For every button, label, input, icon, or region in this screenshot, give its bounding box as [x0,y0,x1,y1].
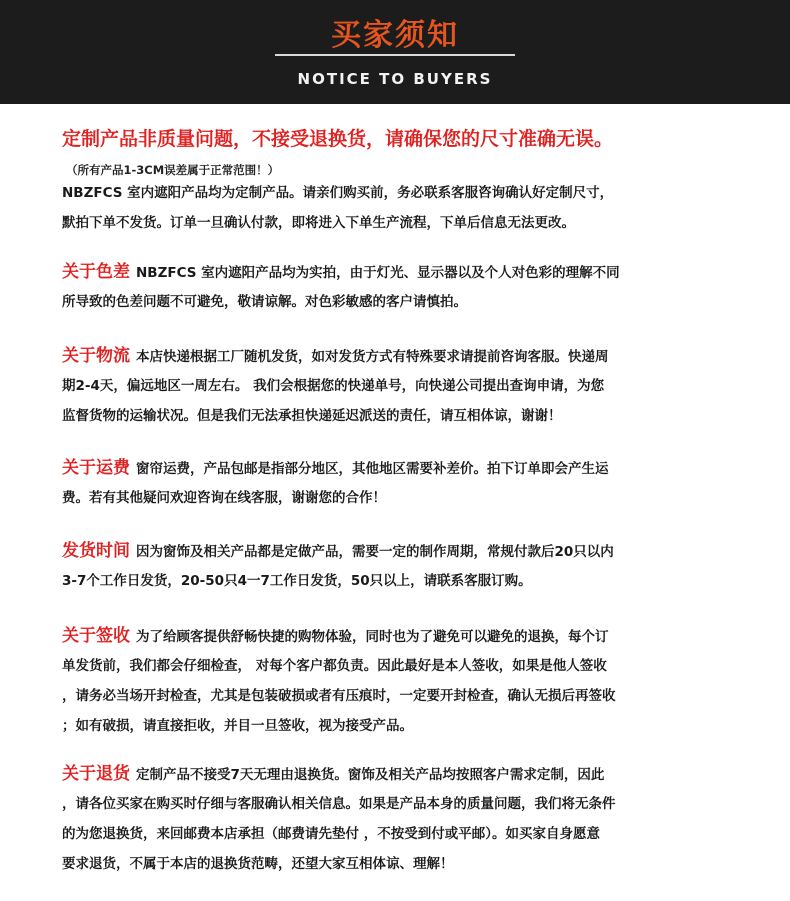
section-line: 监督货物的运输状况。但是我们无法承担快递延迟派送的责任，请互相体谅，谢谢！ [62,408,562,424]
header-title-cn: 买家须知 [331,18,459,53]
section-shipping-fee [62,453,762,513]
intro-note: （所有产品1-3CM误差属于正常范围！） [66,163,280,177]
section-line: 窗帘运费，产品包邮是指部分地区，其他地区需要补差价。拍下订单即会产生运 [136,461,609,477]
section-line: ，请务必当场开封检查，尤其是包装破损或者有压痕时，一定要开封检查，确认无损后再签收 [62,688,616,704]
section-line: 定制产品不接受7天无理由退换货。窗饰及相关产品均按照客户需求定制，因此 [136,767,605,783]
intro-line: 默拍下单不发货。订单一旦确认付款，即将进入下单生产流程，下单后信息无法更改。 [62,215,575,231]
section-signing [62,621,762,741]
section-color-difference [62,257,762,317]
section-line: NBZFCS 室内遮阳产品均为实拍，由于灯光、显示器以及个人对色彩的理解不同 [136,265,620,281]
section-line: 为了给顾客提供舒畅快捷的购物体验，同时也为了避免可以避免的退换，每个订 [136,629,609,645]
section-title: 关于物流 [62,346,130,366]
header-title-en: NOTICE TO BUYERS [297,70,493,88]
section-title: 发货时间 [62,541,130,561]
section-returns [62,759,762,879]
section-delivery-time [62,536,762,596]
section-title: 关于运费 [62,458,130,478]
intro-lead: 定制产品非质量问题，不接受退换货，请确保您的尺寸准确无误。 [62,128,614,150]
section-title: 关于退货 [62,764,130,784]
section-line: 单发货前，我们都会仔细检查， 对每个客户都负责。因此最好是本人签收，如果是他人签收 [62,658,607,674]
section-line: 的为您退换货，来回邮费本店承担（邮费请先垫付 ，不按受到付或平邮）。如买家自身愿意 [62,826,600,842]
notice-header [0,0,790,104]
section-line: 3-7个工作日发货，20-50只4一7工作日发货，50只以上，请联系客服订购。 [62,573,532,589]
section-title: 关于签收 [62,626,130,646]
section-line: 要求退货，不属于本店的退换货范畴，还望大家互相体谅、理解！ [62,856,454,872]
section-line: ；如有破损，请直接拒收，并目一旦签收，视为接受产品。 [62,718,413,734]
section-line: 本店快递根据工厂随机发货，如对发货方式有特殊要求请提前咨询客服。快递周 [136,349,609,365]
section-title: 关于色差 [62,262,130,282]
header-divider [275,54,515,56]
section-line: ，请各位买家在购买时仔细与客服确认相关信息。如果是产品本身的质量问题，我们将无条件 [62,796,616,812]
intro-line: NBZFCS 室内遮阳产品均为定制产品。请亲们购买前，务必联系客服咨询确认好定制尺寸， [62,185,614,201]
intro-paragraph [62,178,762,238]
section-line: 所导致的色差问题不可避免，敬请谅解。对色彩敏感的客户请慎拍。 [62,294,467,310]
section-line: 因为窗饰及相关产品都是定做产品，需要一定的制作周期，常规付款后20只以内 [136,544,614,560]
section-logistics [62,341,762,431]
section-line: 期2-4天，偏远地区一周左右。 我们会根据您的快递单号，向快递公司提出查询申请，为您 [62,378,605,394]
section-line: 费。若有其他疑问欢迎咨询在线客服，谢谢您的合作！ [62,490,386,506]
notice-content [0,104,790,901]
